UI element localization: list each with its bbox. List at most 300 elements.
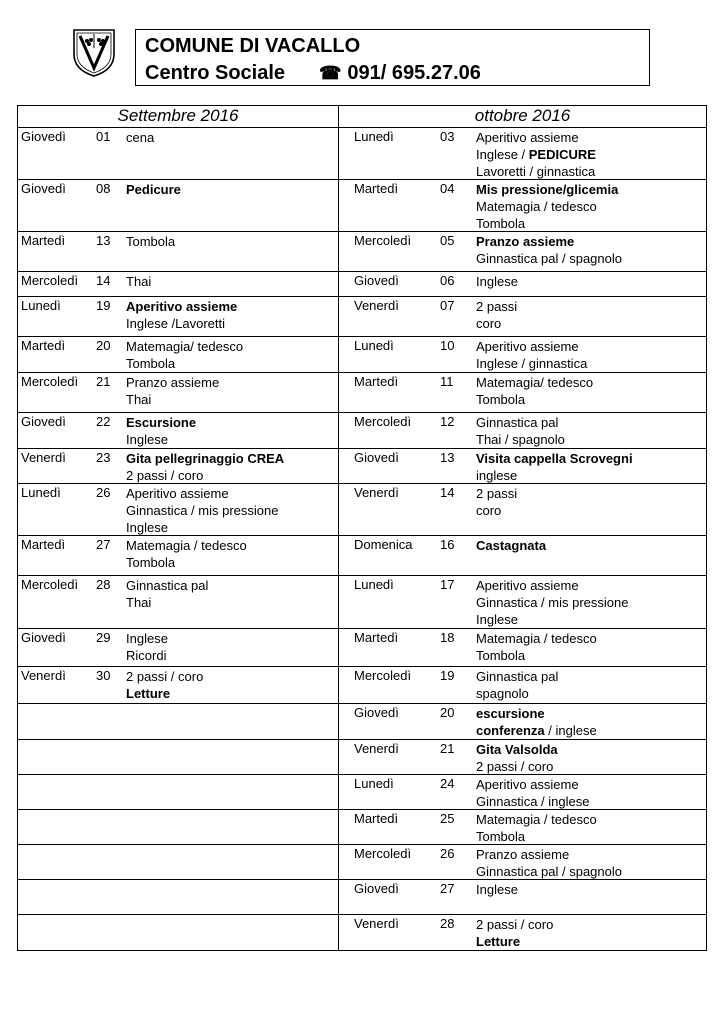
activity-line xyxy=(476,828,597,845)
date-number: 03 xyxy=(440,129,455,144)
activity-line xyxy=(476,685,558,702)
activity-list xyxy=(476,485,517,519)
day-cell-left xyxy=(18,845,339,880)
weekday-label: Giovedì xyxy=(21,414,66,429)
activity-list xyxy=(476,338,587,372)
activity-line xyxy=(476,273,518,290)
activity-text: Inglese / xyxy=(476,147,529,162)
activity-text: cena xyxy=(126,130,155,145)
activity-text: Inglese / ginnastica xyxy=(476,356,588,371)
activity-line xyxy=(126,338,243,355)
activity-line xyxy=(476,881,518,898)
activity-text: Castagnata xyxy=(476,538,547,553)
activity-list xyxy=(476,233,622,267)
date-number: 29 xyxy=(96,630,111,645)
activity-text: Ginnastica / inglese xyxy=(476,794,590,809)
weekday-label: Martedì xyxy=(21,537,66,552)
activity-line xyxy=(476,611,628,628)
day-cell-left xyxy=(18,272,339,297)
date-number: 05 xyxy=(440,233,455,248)
weekday-label: Lunedì xyxy=(354,338,394,353)
activity-text: conferenza xyxy=(476,723,545,738)
calendar-row xyxy=(18,272,707,297)
activity-text: Pranzo assieme xyxy=(126,375,220,390)
date-number: 25 xyxy=(440,811,455,826)
activity-list xyxy=(126,338,243,372)
activity-line xyxy=(476,198,618,215)
activity-list xyxy=(476,668,558,702)
activity-line xyxy=(476,163,596,180)
activity-text: Aperitivo assieme xyxy=(476,130,579,145)
day-cell-left xyxy=(18,128,339,180)
activity-line xyxy=(126,450,284,467)
calendar-row xyxy=(18,740,707,775)
phone-group xyxy=(319,62,481,85)
activity-line xyxy=(476,594,628,611)
activity-text: 2 passi xyxy=(476,486,518,501)
activity-list xyxy=(476,414,565,448)
day-cell-right xyxy=(339,272,707,297)
activity-list xyxy=(126,537,247,571)
date-number: 26 xyxy=(96,485,111,500)
date-number: 12 xyxy=(440,414,455,429)
date-number: 21 xyxy=(440,741,455,756)
activity-line xyxy=(126,414,196,431)
activity-line xyxy=(476,181,618,198)
calendar-row xyxy=(18,536,707,576)
telephone-icon: ☎ xyxy=(319,63,342,83)
activity-text: Matemagia/ tedesco xyxy=(126,339,244,354)
activity-text: Tombola xyxy=(476,392,526,407)
date-number: 28 xyxy=(96,577,111,592)
activity-line xyxy=(126,374,219,391)
day-cell-left xyxy=(18,413,339,449)
day-cell-right xyxy=(339,667,707,704)
activity-text: Inglese xyxy=(126,432,168,447)
activity-text: Aperitivo assieme xyxy=(126,299,238,314)
month-september: Settembre 2016 xyxy=(18,106,339,128)
activity-list xyxy=(126,129,154,146)
day-cell-left xyxy=(18,667,339,704)
activity-text: Visita cappella Scrovegni xyxy=(476,451,633,466)
activity-line xyxy=(476,630,597,647)
activity-list xyxy=(476,630,597,664)
weekday-label: Giovedì xyxy=(354,450,399,465)
date-number: 30 xyxy=(96,668,111,683)
weekday-label: Martedì xyxy=(354,811,399,826)
activity-line xyxy=(126,554,247,571)
activity-line xyxy=(476,776,589,793)
day-cell-left xyxy=(18,484,339,536)
date-number: 14 xyxy=(96,273,111,288)
weekday-label: Mercoledì xyxy=(354,668,412,683)
date-number: 27 xyxy=(440,881,455,896)
activity-text: Gita Valsolda xyxy=(476,742,558,757)
weekday-label: Mercoledì xyxy=(354,233,412,248)
activity-line xyxy=(126,391,219,408)
activity-text: Aperitivo assieme xyxy=(476,339,579,354)
activity-list xyxy=(126,414,196,448)
weekday-label: Mercoledì xyxy=(21,577,79,592)
activity-line xyxy=(476,233,622,250)
activity-text: Ginnastica pal xyxy=(126,578,209,593)
activity-line xyxy=(476,722,597,739)
weekday-label: Mercoledì xyxy=(21,374,79,389)
activity-text: Escursione xyxy=(126,415,197,430)
activity-list xyxy=(476,916,553,950)
day-cell-right xyxy=(339,128,707,180)
activity-text: 2 passi / coro xyxy=(476,759,554,774)
weekday-label: Martedì xyxy=(354,374,399,389)
activity-text: 2 passi / coro xyxy=(476,917,554,932)
activity-text: 2 passi xyxy=(476,299,518,314)
weekday-label: Martedì xyxy=(21,338,66,353)
date-number: 06 xyxy=(440,273,455,288)
activity-line xyxy=(476,846,622,863)
activity-text: 2 passi / coro xyxy=(126,669,204,684)
activity-line xyxy=(126,685,203,702)
date-number: 07 xyxy=(440,298,455,313)
day-cell-left xyxy=(18,536,339,576)
activity-line xyxy=(126,129,154,146)
weekday-label: Venerdì xyxy=(21,450,66,465)
activity-text: Thai / spagnolo xyxy=(476,432,565,447)
activity-line xyxy=(476,537,546,554)
activity-line xyxy=(476,355,587,372)
activity-list xyxy=(476,129,596,180)
activity-text: Tombola xyxy=(126,356,176,371)
calendar-row xyxy=(18,704,707,740)
day-cell-right xyxy=(339,484,707,536)
day-cell-right xyxy=(339,449,707,484)
activity-line xyxy=(476,811,597,828)
weekday-label: Venerdì xyxy=(354,741,399,756)
day-cell-right xyxy=(339,845,707,880)
calendar-row xyxy=(18,180,707,232)
activity-list xyxy=(476,705,597,739)
calendar-row xyxy=(18,373,707,413)
day-cell-right xyxy=(339,740,707,775)
activity-list xyxy=(476,741,558,775)
activity-text: Thai xyxy=(126,392,152,407)
date-number: 20 xyxy=(440,705,455,720)
day-cell-left xyxy=(18,373,339,413)
activity-text: Ginnastica pal / spagnolo xyxy=(476,864,622,879)
activity-list xyxy=(476,181,618,232)
activity-line xyxy=(126,668,203,685)
activity-text: Inglese xyxy=(476,274,518,289)
activity-text: PEDICURE xyxy=(528,147,596,162)
calendar-row xyxy=(18,449,707,484)
weekday-label: Venerdì xyxy=(354,298,399,313)
header-box xyxy=(135,29,650,86)
activity-text: Tombola xyxy=(476,829,526,844)
activity-list xyxy=(476,537,546,554)
date-number: 17 xyxy=(440,577,455,592)
activity-line xyxy=(126,181,181,198)
activity-text: Letture xyxy=(126,686,171,701)
activity-text: Inglese xyxy=(476,612,518,627)
activity-list xyxy=(476,374,593,408)
calendar-row xyxy=(18,667,707,704)
activity-line xyxy=(126,467,284,484)
date-number: 28 xyxy=(440,916,455,931)
activity-list xyxy=(126,450,284,484)
activity-line xyxy=(476,215,618,232)
weekday-label: Lunedì xyxy=(21,485,61,500)
day-cell-left xyxy=(18,704,339,740)
activity-list xyxy=(476,881,518,898)
calendar-row xyxy=(18,297,707,337)
day-cell-right xyxy=(339,536,707,576)
calendar-row xyxy=(18,810,707,845)
date-number: 18 xyxy=(440,630,455,645)
day-cell-right xyxy=(339,337,707,373)
activity-line xyxy=(126,273,151,290)
activity-text: Inglese xyxy=(126,631,168,646)
activity-text: Ginnastica / mis pressione xyxy=(476,595,629,610)
date-number: 26 xyxy=(440,846,455,861)
day-cell-left xyxy=(18,337,339,373)
activity-text: coro xyxy=(476,316,502,331)
activity-list xyxy=(476,846,622,880)
weekday-label: Mercoledì xyxy=(354,414,412,429)
weekday-label: Giovedì xyxy=(21,181,66,196)
activity-text: Matemagia / tedesco xyxy=(476,199,597,214)
activity-line xyxy=(126,233,175,250)
activity-line xyxy=(476,647,597,664)
weekday-label: Giovedì xyxy=(354,273,399,288)
activity-text: Aperitivo assieme xyxy=(476,777,579,792)
activity-text: Aperitivo assieme xyxy=(476,578,579,593)
page-title: COMUNE DI VACALLO xyxy=(145,35,361,57)
weekday-label: Martedì xyxy=(21,233,66,248)
activity-text: Matemagia/ tedesco xyxy=(476,375,594,390)
day-cell-left xyxy=(18,915,339,951)
date-number: 24 xyxy=(440,776,455,791)
day-cell-right xyxy=(339,915,707,951)
date-number: 13 xyxy=(96,233,111,248)
weekday-label: Martedì xyxy=(354,630,399,645)
day-cell-left xyxy=(18,180,339,232)
day-cell-right xyxy=(339,704,707,740)
activity-line xyxy=(476,485,517,502)
weekday-label: Lunedì xyxy=(354,129,394,144)
activity-list xyxy=(126,630,168,664)
activity-list xyxy=(126,577,208,611)
weekday-label: Venerdì xyxy=(21,668,66,683)
activity-text: Ginnastica pal / spagnolo xyxy=(476,251,622,266)
activity-line xyxy=(476,374,593,391)
month-october: ottobre 2016 xyxy=(339,106,707,128)
activity-line xyxy=(476,863,622,880)
weekday-label: Giovedì xyxy=(21,630,66,645)
day-cell-right xyxy=(339,576,707,629)
date-number: 08 xyxy=(96,181,111,196)
activity-text: Tombola xyxy=(476,216,526,231)
day-cell-left xyxy=(18,810,339,845)
weekday-label: Giovedì xyxy=(21,129,66,144)
calendar-row xyxy=(18,576,707,629)
activity-line xyxy=(476,668,558,685)
activity-text: Matemagia / tedesco xyxy=(476,812,597,827)
activity-line xyxy=(476,146,596,163)
day-cell-left xyxy=(18,449,339,484)
activity-line xyxy=(126,630,168,647)
activity-text: / inglese xyxy=(544,723,597,738)
activity-text: Ginnastica / mis pressione xyxy=(126,503,279,518)
activity-text: Pranzo assieme xyxy=(476,847,570,862)
activity-list xyxy=(126,181,181,198)
activity-line xyxy=(126,355,243,372)
calendar-row xyxy=(18,337,707,373)
day-cell-right xyxy=(339,373,707,413)
activity-line xyxy=(476,705,597,722)
date-number: 27 xyxy=(96,537,111,552)
calendar-row xyxy=(18,484,707,536)
date-number: 22 xyxy=(96,414,111,429)
calendar-row xyxy=(18,775,707,810)
activity-line xyxy=(476,431,565,448)
page-subtitle: Centro Sociale xyxy=(145,62,286,84)
activity-list xyxy=(476,273,518,290)
activity-text: Lavoretti / ginnastica xyxy=(476,164,596,179)
activity-line xyxy=(126,577,208,594)
weekday-label: Mercoledì xyxy=(21,273,79,288)
weekday-label: Mercoledì xyxy=(354,846,412,861)
activity-line xyxy=(476,315,517,332)
day-cell-left xyxy=(18,629,339,667)
activity-text: Matemagia / tedesco xyxy=(126,538,247,553)
activity-line xyxy=(126,594,208,611)
date-number: 23 xyxy=(96,450,111,465)
activity-list xyxy=(476,298,517,332)
calendar-row xyxy=(18,915,707,951)
weekday-label: Venerdì xyxy=(354,916,399,931)
activity-text: Ginnastica pal xyxy=(476,415,559,430)
day-cell-right xyxy=(339,775,707,810)
date-number: 20 xyxy=(96,338,111,353)
day-cell-left xyxy=(18,880,339,915)
activity-text: Mis pressione/glicemia xyxy=(476,182,619,197)
activity-text: Matemagia / tedesco xyxy=(476,631,597,646)
activity-text: inglese xyxy=(476,468,518,483)
date-number: 19 xyxy=(440,668,455,683)
day-cell-left xyxy=(18,775,339,810)
date-number: 04 xyxy=(440,181,455,196)
activity-text: Thai xyxy=(126,274,152,289)
date-number: 21 xyxy=(96,374,111,389)
date-number: 11 xyxy=(440,374,454,389)
activity-line xyxy=(476,414,565,431)
activity-text: Inglese /Lavoretti xyxy=(126,316,226,331)
activity-line xyxy=(126,485,278,502)
activity-list xyxy=(126,298,237,332)
day-cell-right xyxy=(339,810,707,845)
day-cell-right xyxy=(339,880,707,915)
day-cell-left xyxy=(18,297,339,337)
activity-text: Aperitivo assieme xyxy=(126,486,229,501)
weekday-label: Giovedì xyxy=(354,881,399,896)
calendar-row xyxy=(18,232,707,272)
calendar-row xyxy=(18,128,707,180)
activity-list xyxy=(476,450,633,484)
activity-text: Ricordi xyxy=(126,648,167,663)
activity-text: 2 passi / coro xyxy=(126,468,204,483)
day-cell-right xyxy=(339,180,707,232)
activity-text: Inglese xyxy=(476,882,518,897)
activity-line xyxy=(476,467,633,484)
activity-list xyxy=(476,577,628,628)
date-number: 10 xyxy=(440,338,455,353)
activity-text: Tombola xyxy=(126,234,176,249)
activity-text: Pranzo assieme xyxy=(476,234,575,249)
activity-line xyxy=(476,391,593,408)
activity-line xyxy=(126,502,278,519)
activity-text: escursione xyxy=(476,706,545,721)
activity-text: Gita pellegrinaggio CREA xyxy=(126,451,285,466)
activity-text: Tombola xyxy=(126,555,176,570)
activity-line xyxy=(476,741,558,758)
activity-text: coro xyxy=(476,503,502,518)
activity-text: Tombola xyxy=(476,648,526,663)
phone-number: 091/ 695.27.06 xyxy=(347,62,481,84)
day-cell-left xyxy=(18,740,339,775)
activity-text: Ginnastica pal xyxy=(476,669,559,684)
weekday-label: Lunedì xyxy=(21,298,61,313)
activity-line xyxy=(126,315,237,332)
activity-line xyxy=(126,298,237,315)
activity-line xyxy=(476,298,517,315)
coat-of-arms-logo xyxy=(72,28,116,78)
activity-line xyxy=(126,519,278,536)
activity-text: Pedicure xyxy=(126,182,181,197)
activity-list xyxy=(126,668,203,702)
weekday-label: Lunedì xyxy=(354,577,394,592)
calendar-table xyxy=(17,105,707,951)
calendar-row xyxy=(18,629,707,667)
activity-line xyxy=(126,647,168,664)
day-cell-right xyxy=(339,413,707,449)
activity-line xyxy=(126,537,247,554)
activity-line xyxy=(476,577,628,594)
weekday-label: Martedì xyxy=(354,181,399,196)
activity-list xyxy=(126,273,151,290)
activity-line xyxy=(476,916,553,933)
activity-line xyxy=(126,431,196,448)
date-number: 19 xyxy=(96,298,111,313)
activity-line xyxy=(476,793,589,810)
date-number: 14 xyxy=(440,485,455,500)
activity-text: spagnolo xyxy=(476,686,529,701)
activity-list xyxy=(476,776,589,810)
activity-line xyxy=(476,502,517,519)
weekday-label: Lunedì xyxy=(354,776,394,791)
date-number: 13 xyxy=(440,450,455,465)
day-cell-right xyxy=(339,297,707,337)
day-cell-right xyxy=(339,629,707,667)
activity-line xyxy=(476,758,558,775)
day-cell-right xyxy=(339,232,707,272)
day-cell-left xyxy=(18,232,339,272)
activity-text: Letture xyxy=(476,934,521,949)
activity-list xyxy=(126,374,219,408)
month-header-row xyxy=(18,106,707,128)
calendar-row xyxy=(18,880,707,915)
activity-list xyxy=(126,233,175,250)
activity-text: Thai xyxy=(126,595,152,610)
activity-line xyxy=(476,250,622,267)
